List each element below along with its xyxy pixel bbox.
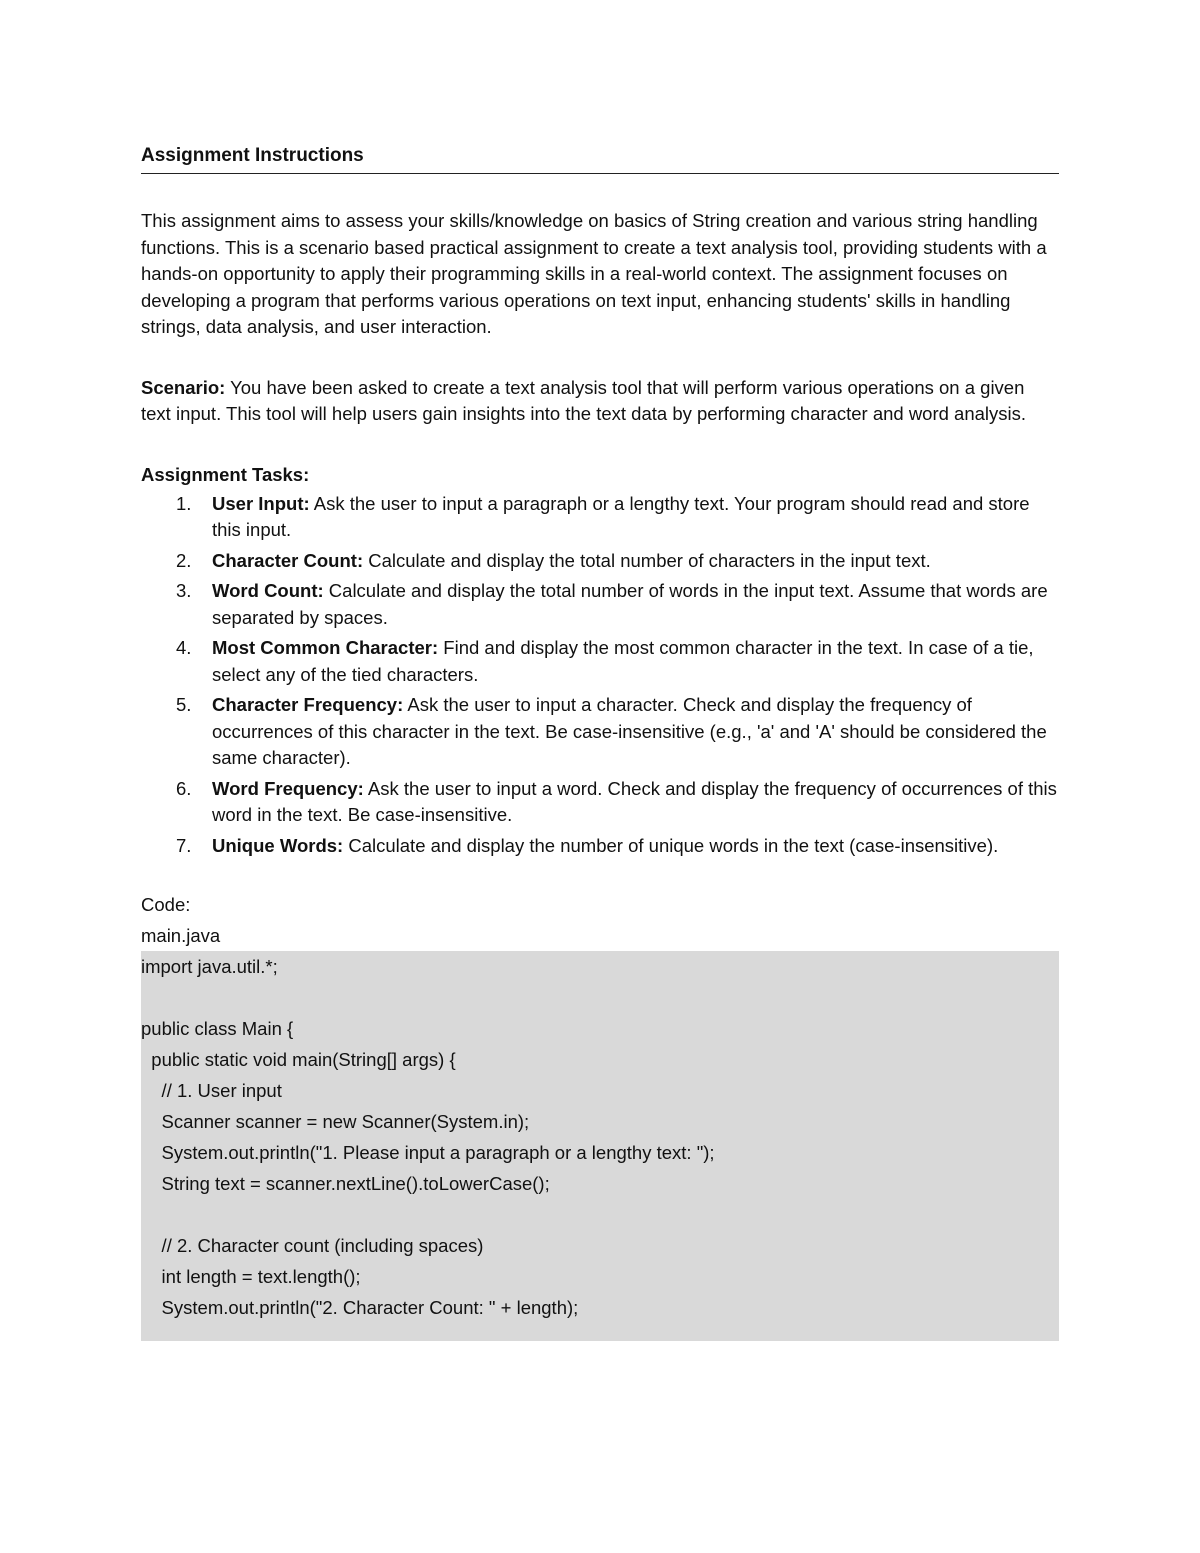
task-term: Character Count:: [212, 549, 364, 571]
code-line: System.out.println("2. Character Count: " + length);: [141, 1297, 579, 1318]
task-text: Calculate and display the total number of characters in the input text.: [363, 549, 931, 571]
task-number: 6.: [176, 777, 192, 799]
code-line: // 1. User input: [141, 1080, 282, 1101]
code-line: import java.util.*;: [141, 956, 278, 977]
task-item: [141, 692, 1059, 772]
intro-paragraph: This assignment aims to assess your skills/knowledge on basics of String creation and various string handling functions. This is a scenario based practical assignment to create a text analysis tool, providing students with a hands-on opportunity to apply their programming skills in a real-world context. The assignment focuses on developing a program that performs various operations on text input, enhancing students' skills in handling strings, data analysis, and user interaction.: [141, 210, 1047, 337]
task-item: [141, 548, 1059, 575]
scenario-paragraph: [141, 375, 1059, 428]
task-number: 2.: [176, 549, 192, 571]
code-line: int length = text.length();: [141, 1266, 361, 1287]
tasks-heading: Assignment Tasks:: [141, 463, 310, 485]
task-text: Calculate and display the number of unique words in the text (case-insensitive).: [343, 834, 999, 856]
task-item: [141, 635, 1059, 688]
task-term: User Input:: [212, 492, 310, 514]
task-list: [141, 491, 1059, 860]
task-text: Ask the user to input a paragraph or a lengthy text. Your program should read and store this input.: [212, 492, 1030, 540]
task-number: 4.: [176, 637, 192, 658]
task-number: 5.: [176, 694, 192, 715]
code-label: Code:: [141, 894, 191, 915]
file-name: main.java: [141, 925, 221, 946]
task-number: 7.: [176, 834, 192, 856]
code-line: public class Main {: [141, 1018, 294, 1039]
code-line: [141, 982, 1059, 1013]
code-line: public static void main(String[] args) {: [141, 1049, 456, 1070]
task-term: Word Count:: [212, 580, 324, 601]
task-text: Calculate and display the total number of words in the input text. Assume that words are separated by spaces.: [212, 580, 1048, 628]
scenario-text: You have been asked to create a text analysis tool that will perform various operations on a given text input. This tool will help users gain insights into the text data by performing character and word analysis.: [141, 376, 1027, 424]
page-title: Assignment Instructions: [141, 145, 1059, 174]
code-line: String text = scanner.nextLine().toLowerCase();: [141, 1173, 550, 1194]
code-line: Scanner scanner = new Scanner(System.in);: [141, 1111, 530, 1132]
task-text: Find and display the most common character in the text. In case of a tie, select any of the tied characters.: [212, 637, 1034, 685]
scenario-label: Scenario:: [141, 376, 226, 398]
task-number: 1.: [176, 492, 192, 514]
task-term: Word Frequency:: [212, 777, 364, 799]
task-item: [141, 578, 1059, 631]
task-item: [141, 833, 1059, 860]
document-page: [141, 145, 1059, 1341]
code-block: [141, 951, 1059, 1341]
code-line: // 2. Character count (including spaces): [141, 1235, 484, 1256]
task-term: Unique Words:: [212, 834, 344, 856]
task-text: Ask the user to input a character. Check and display the frequency of occurrences of this character in the text. Be case-insensitive (e.g., 'a' and 'A' should be considered the same character).: [212, 694, 1047, 768]
task-term: Most Common Character:: [212, 637, 439, 658]
task-text: Ask the user to input a word. Check and display the frequency of occurrences of this word in the text. Be case-insensitive.: [212, 777, 1057, 825]
task-item: [141, 776, 1059, 829]
task-term: Character Frequency:: [212, 694, 404, 715]
code-line: [141, 1199, 1059, 1230]
task-number: 3.: [176, 580, 192, 601]
task-item: [141, 491, 1059, 544]
code-line: System.out.println("1. Please input a paragraph or a lengthy text: ");: [141, 1142, 715, 1163]
